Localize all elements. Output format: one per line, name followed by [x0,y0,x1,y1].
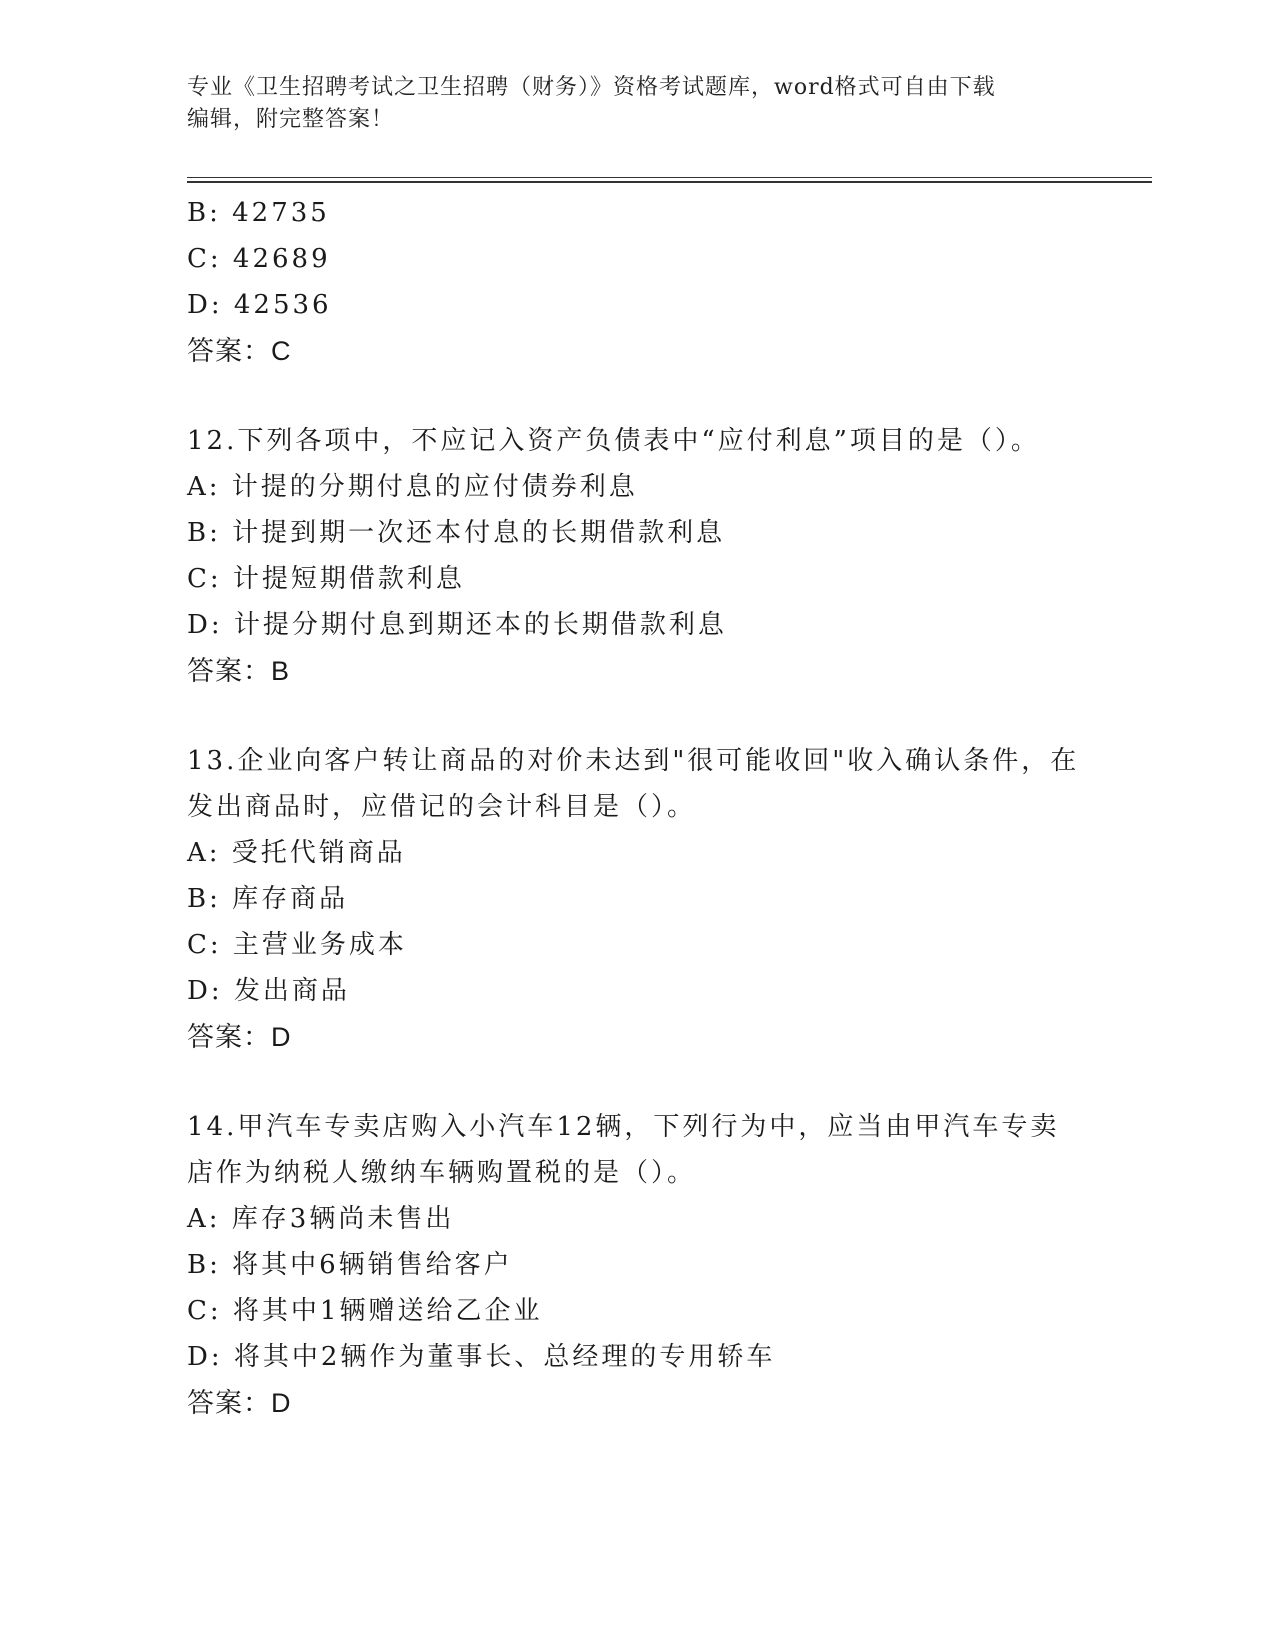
header-line-2: 编辑，附完整答案！ [187,107,395,132]
header-line-1: 专业《卫生招聘考试之卫生招聘（财务）》资格考试题库，word格式可自由下载 [187,75,996,100]
question-12 [187,418,1087,694]
option-c: C: 计提短期借款利息 [187,564,465,594]
question-stem: 12.下列各项中，不应记入资产负债表中“应付利息”项目的是（）。 [187,426,1040,456]
option-d: D: 将其中2辆作为董事长、总经理的专用轿车 [187,1342,776,1372]
option-a: A: 计提的分期付息的应付债券利息 [187,472,638,502]
option-d: D: 发出商品 [187,976,350,1006]
option-b: B: 库存商品 [187,884,349,914]
option-c: C: 主营业务成本 [187,930,407,960]
question-11 [187,190,1087,374]
question-list [187,190,1087,1426]
option-c: C: 42689 [187,244,331,274]
question-stem-line-1: 13.企业向客户转让商品的对价未达到"很可能收回"收入确认条件，在 [187,746,1080,776]
question-14 [187,1104,1087,1426]
option-c: C: 将其中1辆赠送给乙企业 [187,1296,543,1326]
answer-text: 答案：D [187,1388,292,1418]
option-b: B: 将其中6辆销售给客户 [187,1250,513,1280]
spacer [187,694,1087,738]
header-divider-thick [187,181,1152,183]
question-13 [187,738,1087,1060]
spacer [187,1060,1087,1104]
option-b: B: 计提到期一次还本付息的长期借款利息 [187,518,726,548]
document-header [187,72,1067,136]
question-stem-line-2: 店作为纳税人缴纳车辆购置税的是（）。 [187,1158,697,1188]
answer-text: 答案：D [187,1022,292,1052]
option-a: A: 受托代销商品 [187,838,406,868]
option-b: B: 42735 [187,198,330,228]
spacer [187,374,1087,418]
question-stem-line-2: 发出商品时，应借记的会计科目是（）。 [187,792,697,822]
option-d: D: 42536 [187,290,332,320]
answer-text: 答案：C [187,336,292,366]
header-divider-thin [187,177,1152,178]
question-stem-line-1: 14.甲汽车专卖店购入小汽车12辆，下列行为中，应当由甲汽车专卖 [187,1112,1060,1142]
answer-text: 答案：B [187,656,291,686]
option-d: D: 计提分期付息到期还本的长期借款利息 [187,610,727,640]
option-a: A: 库存3辆尚未售出 [187,1204,455,1234]
